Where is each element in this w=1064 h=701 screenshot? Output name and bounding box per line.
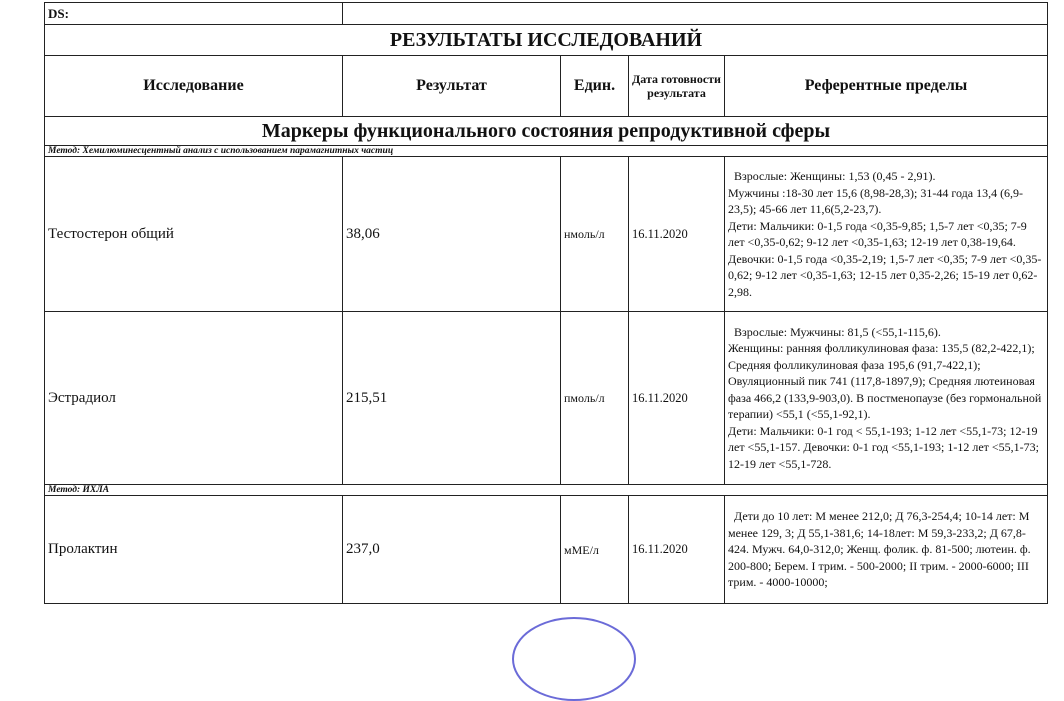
result-value: 38,06 xyxy=(343,157,561,312)
study-name: Эстрадиол xyxy=(45,312,343,485)
reference-range: Взрослые: Женщины: 1,53 (0,45 - 2,91). Мужчины :18-30 лет 15,6 (8,98-28,3); 31-44 года 13,4 (6,9-23,5); 45-66 лет 11,6(5,2-23,7). Дети: Мальчики: 0-1,5 года <0,35-9,85; 1,5-7 лет <0,35; 7-9 лет <0,35-0,62; 9-12 лет <0,35-1,63; 12-19 лет 0,38-19,64. Девочки: 0-1,5 года <0,35-2,19; 1,5-7 лет <0,35; 7-9 лет <0,35-0,62; 9-12 лет <0,35-1,63; 12-15 лет 0,35-2,26; 15-19 лет 0,62-2,98. xyxy=(725,157,1048,312)
stamp-seal xyxy=(512,617,636,701)
table-row xyxy=(45,496,1048,604)
ds-value xyxy=(343,3,1048,25)
header-unit: Един. xyxy=(561,56,629,117)
ds-label: DS: xyxy=(45,3,343,25)
unit: пмоль/л xyxy=(561,312,629,485)
unit: нмоль/л xyxy=(561,157,629,312)
ready-date: 16.11.2020 xyxy=(629,496,725,604)
table-row xyxy=(45,157,1048,312)
table-header xyxy=(45,56,1048,117)
table-row xyxy=(45,312,1048,485)
header-reference: Референтные пределы xyxy=(725,56,1048,117)
study-name: Пролактин xyxy=(45,496,343,604)
result-value: 237,0 xyxy=(343,496,561,604)
ds-row xyxy=(45,3,1048,25)
result-value: 215,51 xyxy=(343,312,561,485)
ready-date: 16.11.2020 xyxy=(629,312,725,485)
header-date: Дата готовности результата xyxy=(629,56,725,117)
ready-date: 16.11.2020 xyxy=(629,157,725,312)
section-title: Маркеры функционального состояния репродуктивной сферы xyxy=(45,117,1048,146)
method-label: Метод: ИХЛА xyxy=(45,485,1048,496)
header-study: Исследование xyxy=(45,56,343,117)
header-result: Результат xyxy=(343,56,561,117)
page-title: РЕЗУЛЬТАТЫ ИССЛЕДОВАНИЙ xyxy=(45,25,1048,56)
results-table xyxy=(44,2,1048,604)
unit: мМЕ/л xyxy=(561,496,629,604)
method-label: Метод: Хемилюминесцентный анализ с использованием парамагнитных частиц xyxy=(45,146,1048,157)
study-name: Тестостерон общий xyxy=(45,157,343,312)
reference-range: Дети до 10 лет: М менее 212,0; Д 76,3-254,4; 10-14 лет: М менее 129, 3; Д 55,1-381,6; 14-18лет: М 59,3-233,2; Д 67,8-424. Мужч. 64,0-312,0; Женщ. фолик. ф. 81-500; лютеин. ф. 200-800; Берем. I трим. - 500-2000; II трим. - 2000-6000; III трим. - 4000-10000; xyxy=(725,496,1048,604)
reference-range: Взрослые: Мужчины: 81,5 (<55,1-115,6). Женщины: ранняя фолликулиновая фаза: 135,5 (82,2-422,1); Средняя фолликулиновая фаза 195,6 (91,7-422,1); Овуляционный пик 741 (117,8-1897,9); Средняя лютеиновая фаза 466,2 (133,9-903,0). В постменопаузе (без гормональной терапии) <55,1 (<55,1-92,1). Дети: Мальчики: 0-1 год < 55,1-193; 1-12 лет <55,1-73; 12-19 лет <55,1-157. Девочки: 0-1 год <55,1-193; 1-12 лет <55,1-73; 12-19 лет <55,1-728. xyxy=(725,312,1048,485)
